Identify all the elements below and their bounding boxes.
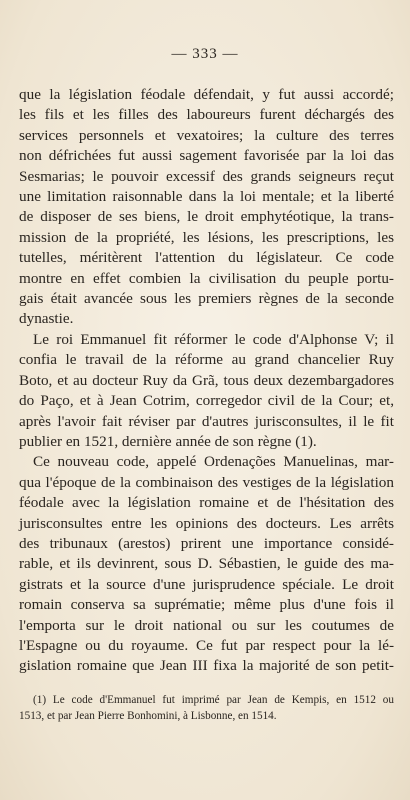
footnote-line: (1) Le code d'Emmanuel fut imprimé par Jean de Kempis, en 1512 ou — [33, 694, 394, 706]
text-line: une limitation raisonnable dans la loi mentale; et la liberté — [19, 188, 394, 206]
text-line: montre en effet combien la civilisation du peuple portu- — [19, 269, 394, 287]
text-line: services personnels et vexatoires; la culture des terres — [19, 126, 394, 144]
text-line: Sesmarias; le pouvoir excessif des grands seigneurs reçut — [19, 167, 394, 185]
footnote — [19, 692, 394, 724]
text-line: mission de la propriété, les lésions, les prescriptions, les — [19, 228, 394, 246]
text-line: l'Espagne ou du royaume. Ce fut par respect pour la lé- — [19, 636, 394, 654]
text-line: gais était avancée sous les premiers règnes de la seconde — [19, 290, 394, 308]
text-line: féodale avec la législation romaine et de l'hésitation des — [19, 494, 394, 512]
text-line: l'emporta sur le droit national ou sur les coutumes de — [19, 616, 394, 634]
text-line: publier en 1521, dernière année de son règne (1). — [19, 432, 317, 450]
page-number: — 333 — — [171, 46, 239, 62]
text-line: Boto, et au docteur Ruy da Grã, tous deux dezembargadores — [19, 371, 394, 389]
text-line: rable, et ils devinrent, sous D. Sébastien, le guide des ma- — [19, 555, 394, 573]
text-line: dynastie. — [19, 310, 74, 328]
body-text — [19, 85, 394, 677]
text-line: romain conserva sa suprématie; même plus d'une fois il — [19, 596, 394, 614]
text-line: Ce nouveau code, appelé Ordenações Manuelinas, mar- — [33, 453, 394, 471]
text-line: confia le travail de la réforme au grand chancelier Ruy — [19, 351, 394, 369]
text-line: gistrats et la source d'une jurisprudence spéciale. Le droit — [19, 575, 394, 593]
text-line: les fils et les filles des laboureurs furent déchargés des — [19, 106, 394, 124]
text-line: jurisconsultes entre les opinions des docteurs. Les arrêts — [19, 514, 394, 532]
text-line: do Paço, et à Jean Cotrim, corregedor civil de la Cour; et, — [19, 392, 394, 410]
text-line: après l'avoir fait réviser par d'autres jurisconsultes, il le fit — [19, 412, 394, 430]
text-line: gislation romaine que Jean III fixa la majorité de son petit- — [19, 657, 394, 675]
text-line: non défrichées fut aussi sagement favorisée par la loi das — [19, 147, 394, 165]
text-line: qua l'époque de la combinaison des vestiges de la législation — [19, 473, 394, 491]
text-line: Le roi Emmanuel fit réformer le code d'Alphonse V; il — [33, 330, 394, 348]
footnote-line: 1513, et par Jean Pierre Bonhomini, à Lisbonne, en 1514. — [19, 710, 277, 722]
text-line: tutelles, méritèrent l'attention du législateur. Ce code — [19, 249, 394, 267]
text-line: des tribunaux (arestos) prirent une importance considé- — [19, 534, 394, 552]
text-line: de disposer de ses biens, le droit emphytéotique, la trans- — [19, 208, 394, 226]
text-line: que la législation féodale défendait, y fut aussi accordé; — [19, 86, 394, 103]
